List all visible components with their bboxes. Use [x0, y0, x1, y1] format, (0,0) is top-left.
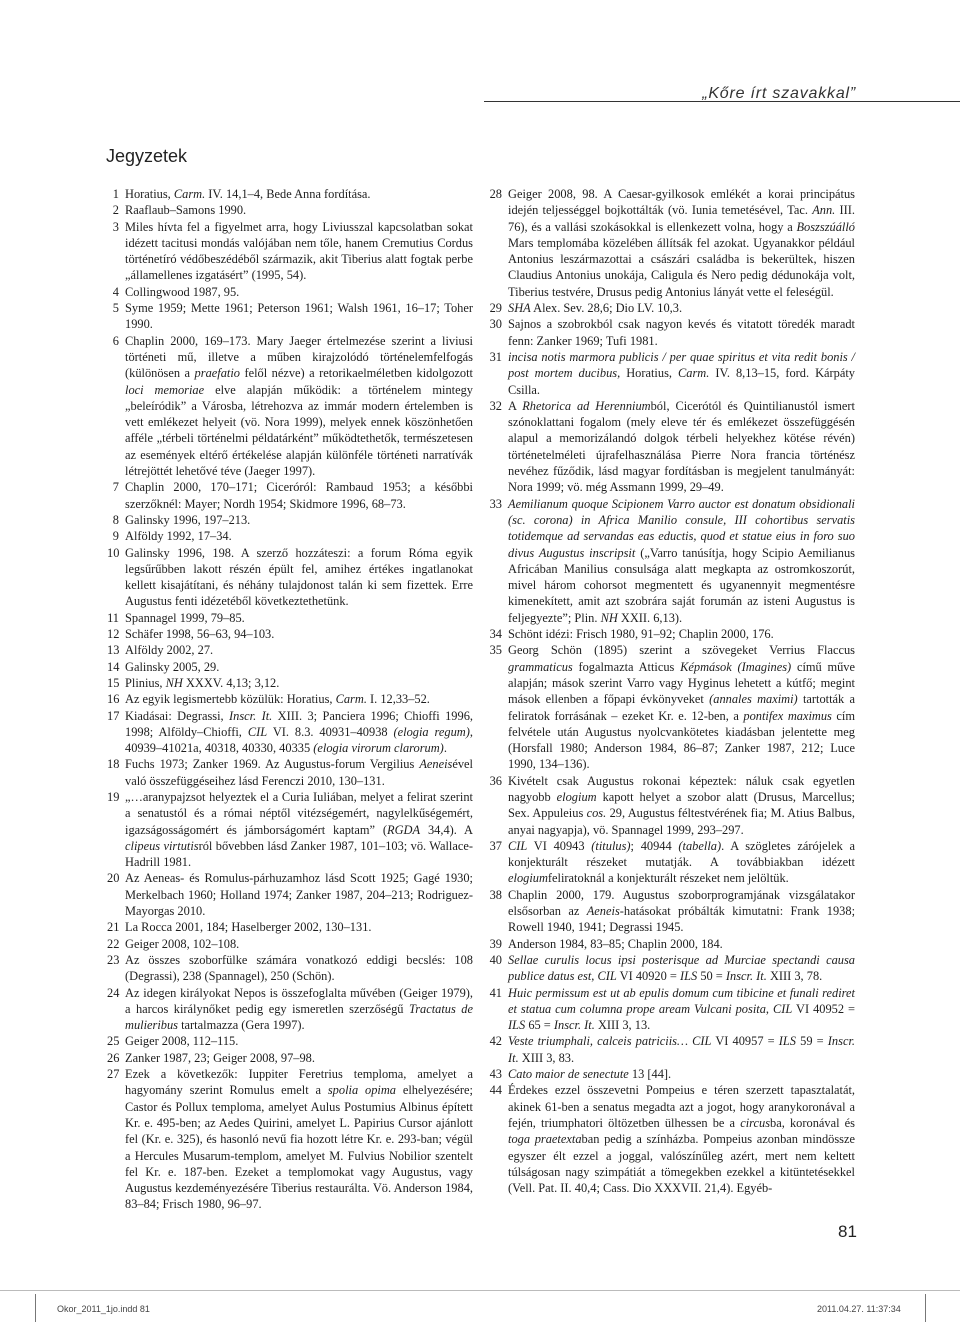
footnote-text: incisa notis marmora publicis / per quae spiritus et vita redit bonis / post mortem ducibus, Horatius, Carm. IV. 8,13–15, ford. Kárpáty Csilla.: [508, 349, 856, 397]
footnote-number: 23: [107, 952, 120, 967]
footnote-number: 32: [489, 398, 502, 413]
footnote-text: Az Aeneas- és Romulus-párhuzamhoz lásd Scott 1925; Gagé 1930; Merkelbach 1960; Holland 1974; Zanker 1987, 204–213; Rodriguez-Mayorgas 2010.: [125, 871, 473, 919]
footnote-text: Syme 1959; Mette 1961; Peterson 1961; Walsh 1961, 16–17; Toher 1990.: [125, 301, 473, 332]
footnote-number: 15: [107, 675, 120, 690]
footnote-text: Galinsky 1996, 198. A szerző hozzáteszi: a forum Róma egyik legsűrűbben lakott részén épült fel, amihez értékes ingatlanokat kellett kisajátítani, és néhány tulajdonost talán ki sem fizettek. Erre Augustus fenti idézetéből következtethetünk.: [125, 545, 473, 609]
footnote-number: 40: [489, 952, 502, 967]
footnote-number: 38: [489, 887, 502, 902]
footnote: [487, 1066, 855, 1082]
footnote-number: 9: [112, 529, 119, 544]
footnote-number: 29: [489, 301, 502, 316]
footnote-number: 31: [489, 349, 502, 364]
section-title: Jegyzetek: [106, 146, 188, 166]
footnote-number: 2: [112, 203, 119, 218]
slug-rule: [0, 1290, 960, 1291]
footnote-text: Fuchs 1973; Zanker 1969. Az Augustus-forum Vergilius Aeneisével való összefüggéseihez lásd Ferenczi 2010, 130–131.: [125, 757, 473, 788]
footnote-text: Spannagel 1999, 79–85.: [125, 610, 245, 625]
footnote-number: 34: [489, 627, 502, 642]
footnote-number: 5: [112, 301, 119, 316]
footnote-number: 7: [112, 480, 119, 495]
notes-column-left: [107, 186, 473, 1213]
footnote: [107, 642, 473, 658]
footnote: [107, 952, 473, 985]
footnote-text: Alföldy 1992, 17–34.: [125, 529, 232, 544]
footnote-text: Galinsky 2005, 29.: [125, 659, 220, 674]
footnote: [107, 626, 473, 642]
footnote-text: Chaplin 2000, 179. Augustus szoborprogramjának vizsgálatakor elsősorban az Aeneis-hatásokat próbálták kimutatni: Frank 1938; Rowell 1940, 1941; Degrassi 1945.: [508, 887, 856, 935]
page-number: 81: [838, 1222, 857, 1241]
footnote: [107, 691, 473, 707]
slug-timestamp: 2011.04.27. 11:37:34: [817, 1304, 901, 1314]
footnote-text: Aemilianum quoque Scipionem Varro auctor est donatum obsidionali (sc. corona) in Africa Manilio consule, III cohortibus servatis totidemque ad servandas eas eductis, quod et statue eius in foro suo divus Augustus inscripsit („Varro tanúsítja, hogy Scipio Aemilianus Africában Manilius consulsága alatt megkapta az ostromkoszorút, mivel három cohorsot megmentett és ugyanennyit megmentésre kimenekített, amit azt szobrára saját forumán az isteni Augustus is feljegyezte”; Plin. NH XXII. 6,13).: [508, 496, 855, 625]
footnote: [107, 756, 473, 789]
notes-column-right: [487, 186, 855, 1196]
footnote-number: 14: [107, 659, 120, 674]
footnote-number: 10: [107, 545, 120, 560]
footnote-number: 13: [107, 643, 120, 658]
footnote-number: 41: [489, 985, 502, 1000]
footnote: [487, 952, 855, 985]
footnote: [107, 610, 473, 626]
footnote-number: 1: [112, 187, 119, 201]
footnote: [107, 300, 473, 333]
footnote-text: CIL VI 40943 (titulus); 40944 (tabella). A szögletes zárójelek a konjekturált részeket mutatják. A továbbiakban idézett elogiumfeliratoknál a konjekturált részeket nem jelöltük.: [508, 838, 855, 886]
footnote-text: Huic permissum est ut ab epulis domum cum tibicine et funali rediret et statua cum columna prope aream Vulcani posita, CIL VI 40952 = ILS 65 = Inscr. It. XIII 3, 13.: [508, 985, 856, 1033]
footnote: [487, 936, 855, 952]
footnote: [107, 545, 473, 610]
footnote-number: 39: [489, 936, 502, 951]
footnote: [487, 887, 855, 936]
crop-mark: [925, 1294, 926, 1322]
footnote-text: Raaflaub–Samons 1990.: [125, 203, 247, 218]
footnote-text: Kiadásai: Degrassi, Inscr. It. XIII. 3; Panciera 1996; Chioffi 1996, 1998; Alföldy–Chioffi, CIL VI. 8.3. 40931–40938 (elogia regum), 40939–41021a, 40318, 40330, 40335 (elogia virorum clarorum).: [125, 708, 473, 756]
footnote-text: Sajnos a szobrokból csak nagyon kevés és vitatott töredék maradt fenn: Zanker 1969; Tufi 1981.: [508, 317, 855, 348]
footnote: [107, 528, 473, 544]
footnote-number: 6: [112, 333, 119, 348]
footnote-number: 43: [489, 1067, 502, 1082]
footnote: [107, 333, 473, 480]
footnote-text: Georg Schön (1895) szerint a szövegeket Verrius Flaccus grammaticus fogalmazta Atticus Képmások (Imagines) című műve alapján; mások szerint Varro vagy Hyginus lehetett a kútfő; megint mások ellenben a főpapi évkönyveket (annales maximi) tartották a feliratok forrásának – ezeket Kr. e. 12-ben, a pontifex maximus cím felvétele után Augustus nyolcvankötetes kiadásban jelentette meg (Horsfall 1980; Anderson 1984, 86–87; Zanker 1987, 212; Luce 1990, 134–136).: [508, 643, 855, 772]
footnote-number: 8: [112, 512, 119, 527]
footnote-text: Galinsky 1996, 197–213.: [125, 512, 251, 527]
footnote-number: 44: [489, 1083, 502, 1098]
footnote-text: Horatius, Carm. IV. 14,1–4, Bede Anna fordítása.: [125, 187, 371, 201]
footnote: [107, 789, 473, 870]
footnote: [107, 202, 473, 218]
footnote-number: 16: [107, 692, 120, 707]
footnote-number: 4: [112, 284, 119, 299]
footnote-number: 25: [107, 1034, 120, 1049]
footnote-number: 28: [489, 187, 502, 201]
footnote: [107, 659, 473, 675]
footnote-text: „…aranypajzsot helyeztek el a Curia Iuliában, melyet a felirat szerint a senatustól és a római néptől vitézségemért, nagylelkűségemért, igazságosságomért és jámborságomért kaptam” (RGDA 34,4). A clipeus virtutisról bővebben lásd Zanker 1987, 101–103; vö. Wallace-Hadrill 1981.: [125, 789, 474, 870]
footnote-number: 37: [489, 838, 502, 853]
footnote: [107, 479, 473, 512]
crop-mark: [35, 1294, 36, 1322]
footnote: [107, 1033, 473, 1049]
footnote: [487, 300, 855, 316]
footnote: [487, 1033, 855, 1066]
footnote: [107, 936, 473, 952]
footnote-text: A Rhetorica ad Herenniumból, Cicerótól és Quintilianustól ismert szónoklattani fogalom (mely eleve tér és emlékezet összefüggésén alapul a memorizálandó dolgok térbeli helyekhez kötése révén) történetelméleti újrafelhasználása Pierre Nora francia történész nevéhez fűződik, lásd magyar fordításban is megjelent tanulmányát: Nora 1999; vö. még Assmann 1999, 29–49.: [508, 398, 855, 495]
footnote-text: Geiger 2008, 112–115.: [125, 1034, 239, 1049]
footnote: [487, 496, 855, 626]
footnote-text: Zanker 1987, 23; Geiger 2008, 97–98.: [125, 1050, 315, 1065]
footnote: [487, 186, 855, 300]
footnote: [107, 708, 473, 757]
footnote: [487, 349, 855, 398]
footnote-text: Chaplin 2000, 169–173. Mary Jaeger értelmezése szerint a liviusi történeti mű, illetve a műben kirajzolódó történelemfelfogás (különösen a praefatio felől nézve) a retorikaelméletben kidolgozott loci memoriae elve alapján működik: a történelem mintegy „beleíródik” a Városba, létrehozva az immár modern értelemben is vett emlékezet helyeit (vö. Nora 1999), melyek ennek köszönhetően afféle „térbeli történelmi példatárként” működtethetők, természetesen az események eltérő értékelése alapján különféle történeti narratívák létrejöttét lehetővé téve (Jaeger 1997).: [125, 333, 474, 479]
footnote-text: Az idegen királyokat Nepos is összefoglalta művében (Geiger 1979), a harcos királynőket pedig egy ismeretlen szerzőségű Tractatus de mulieribus tartalmazza (Gera 1997).: [125, 985, 473, 1033]
footnote-text: SHA Alex. Sev. 28,6; Dio LV. 10,3.: [508, 301, 683, 316]
footnote: [107, 284, 473, 300]
running-head: „Kőre írt szavakkal”: [702, 85, 856, 102]
footnote: [107, 985, 473, 1034]
footnote-number: 30: [489, 317, 502, 332]
footnote-text: Anderson 1984, 83–85; Chaplin 2000, 184.: [508, 936, 723, 951]
footnote-number: 24: [107, 985, 120, 1000]
footnote-number: 11: [107, 610, 119, 625]
footnote: [487, 626, 855, 642]
footnote-text: Geiger 2008, 102–108.: [125, 936, 240, 951]
footnote-text: Érdekes ezzel összevetni Pompeius e téren szerzett tapasztalatát, akinek 61-ben a senatus megadta azt a jogot, hogy aranykoronával a fején, triumphatori öltözetben ülhessen be a circusba, koronával és toga praetextaban pedig a színházba. Pompeius azonban mindössze egyszer élt ezzel a joggal, valószínűleg azért, mert nem keltett túlságosan nagy szimpátiát a tömegekben ezekkel a kitüntetésekkel (Vell. Pat. II. 40,4; Cass. Dio XXXVII. 21,4). Egyéb-: [508, 1083, 855, 1196]
footnote-text: Miles hívta fel a figyelmet arra, hogy Liviusszal kapcsolatban sokat idézett tacitusi mondás valójában nem tőle, hanem Cremutius Cordus történetíró védőbeszédéből származik, akit Tiberius alatt fogtak perbe „államellenes izgatásért” (1995, 54).: [125, 219, 473, 283]
footnote-text: Az egyik legismertebb közülük: Horatius, Carm. I. 12,33–52.: [125, 692, 430, 707]
footnote-text: Veste triumphali, calceis patriciis… CIL VI 40957 = ILS 59 = Inscr. It. XIII 3, 83.: [508, 1034, 855, 1065]
footnote-number: 35: [489, 643, 502, 658]
footnote-number: 42: [489, 1034, 502, 1049]
footnote: [107, 919, 473, 935]
footnote-number: 22: [107, 936, 120, 951]
footnote-number: 21: [107, 920, 120, 935]
footnote-text: Az összes szoborfülke számára vonatkozó eddigi becslés: 108 (Degrassi), 238 (Spannagel), 250 (Schön).: [125, 952, 473, 984]
footnote: [107, 870, 473, 919]
footnote: [487, 1082, 855, 1196]
footnote-number: 18: [107, 757, 120, 772]
footnote-text: Plinius, NH XXXV. 4,13; 3,12.: [125, 675, 280, 690]
footnote-number: 36: [489, 773, 502, 788]
footnote: [487, 773, 855, 838]
footnote-number: 17: [107, 708, 120, 723]
footnote: [107, 675, 473, 691]
footnote-text: Ezek a következők: Iuppiter Feretrius temploma, amelyet a hagyomány szerint Romulus emelt a spolia opima elhelyezésére; Castor és Pollux temploma, amelyet Aulus Postumius Albinus épített Kr. e. 495-ben; az Aedes Quirini, amelyet L. Papirius Cursor ajánlott fel (Kr. e. 325), és hasonló nevű fia hozott létre Kr. e. 293-ban; végül a Hercules Musarum-templom, amelyet M. Fulvius Nobilior szentelt fel Kr. e. 187-ben. Ezeket a templomokat vagy Augustus, vagy Augustus kezdeményezésére Tiberius restaurálta. Vö. Anderson 1984, 83–84; Frisch 1980, 96–97.: [125, 1067, 473, 1212]
footnote-text: Collingwood 1987, 95.: [125, 284, 240, 299]
footnote-text: Cato maior de senectute 13 [44].: [508, 1067, 672, 1082]
footnote: [487, 838, 855, 887]
footnote: [107, 186, 473, 202]
footnote: [107, 219, 473, 284]
footnote: [487, 316, 855, 349]
footnote: [107, 512, 473, 528]
slug-filename: Okor_2011_1jo.indd 81: [57, 1304, 150, 1314]
footnote-text: La Rocca 2001, 184; Haselberger 2002, 130–131.: [125, 920, 372, 935]
footnote: [107, 1050, 473, 1066]
footnote-number: 33: [489, 496, 502, 511]
footnote: [107, 1066, 473, 1213]
footnote: [487, 985, 855, 1034]
footnote-number: 12: [107, 627, 120, 642]
footnote-text: Alföldy 2002, 27.: [125, 643, 214, 658]
footnote-text: Chaplin 2000, 170–171; Ciceróról: Rambaud 1953; a későbbi szerzőknél: Mayer; Nordh 1954; Skidmore 1996, 68–73.: [125, 480, 473, 511]
footnote-text: Geiger 2008, 98. A Caesar-gyilkosok emlékét a korai principátus idején teljességgel bojkottálták (vö. Iunia temetésével, Tac. Ann. III. 76), és a vallási szokásokkal is ellenkezett volna, hogy a Boszszúálló Mars templomába közelében állítsák fel azokat. Ugyanakkor például Antonius leszármazottai a császári családba is bekerültek, hiszen Claudius Antonius unokája, Caligula és Nero pedig dédunokája volt, Tiberius testvére, Drusus pedig Antonius lányát vette el feleségül.: [508, 187, 855, 299]
footnote-text: Schäfer 1998, 56–63, 94–103.: [125, 627, 275, 642]
footnote-number: 20: [107, 871, 120, 886]
footnote-text: Kivételt csak Augustus rokonai képeztek: náluk csak egyetlen nagyobb elogium kapott helyet a szobor alatt (Drusus, Marcellus; Sex. Appuleius cos. 29, Augustus féltestvérének fia; M. Atius Balbus, anyai nagyapja), vö. Spannagel 1999, 293–297.: [508, 773, 855, 837]
footnote-text: Schönt idézi: Frisch 1980, 91–92; Chaplin 2000, 176.: [508, 627, 774, 642]
footnote-number: 27: [107, 1067, 120, 1082]
footnote: [487, 642, 855, 772]
footnote-number: 3: [112, 219, 119, 234]
footnote-number: 26: [107, 1050, 120, 1065]
footnote-number: 19: [107, 789, 120, 804]
footnote: [487, 398, 855, 496]
footnote-text: Sellae curulis locus ipsi posterisque ad Murciae spectandi causa publice datus est, CIL VI 40920 = ILS 50 = Inscr. It. XIII 3, 78.: [508, 952, 855, 984]
